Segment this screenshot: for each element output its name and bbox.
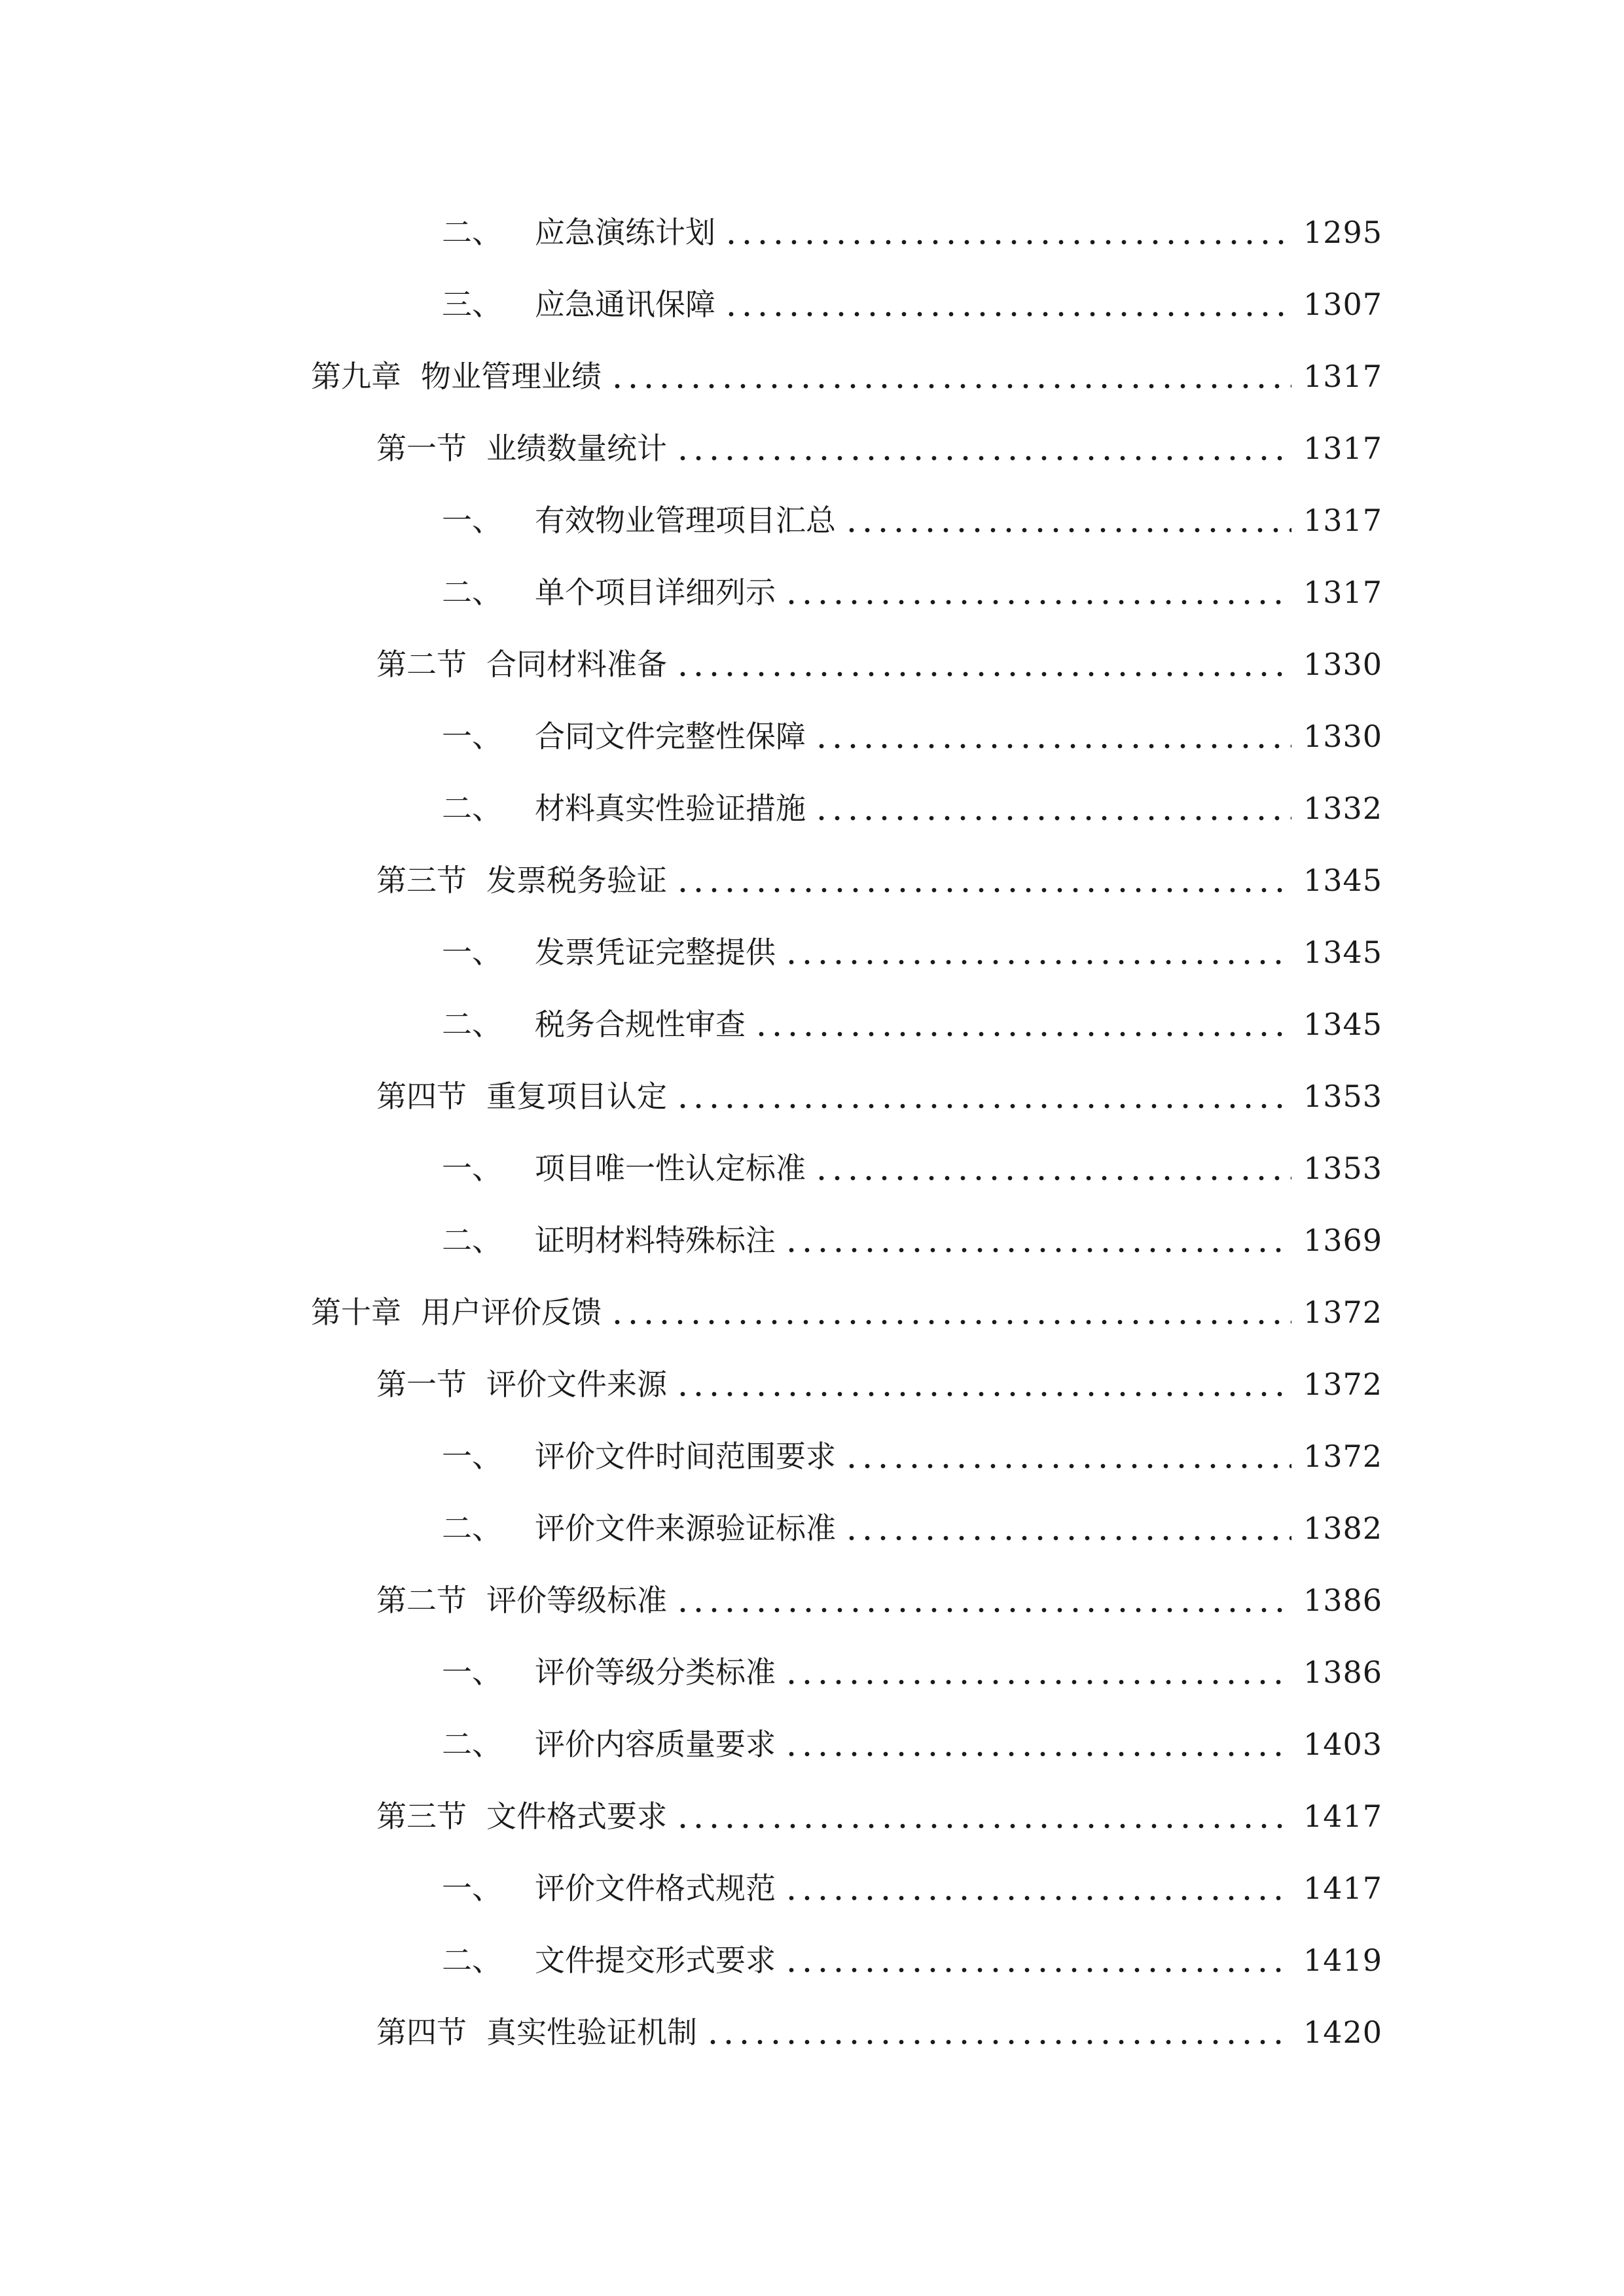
toc-entry-page-number: 1369 — [1303, 1223, 1383, 1258]
toc-entry-number: 二、 — [442, 1511, 502, 1546]
toc-entry-page-number: 1372 — [1303, 1367, 1383, 1402]
toc-entry-number: 一、 — [442, 503, 502, 538]
toc-entry-page-number: 1317 — [1303, 431, 1383, 466]
dot-leader — [844, 1441, 1291, 1471]
toc-entry-page-number: 1403 — [1303, 1727, 1383, 1762]
toc-entry-title: 评价内容质量要求 — [535, 1727, 776, 1762]
toc-entry-number: 一、 — [442, 1655, 502, 1690]
toc-entry[interactable] — [0, 268, 1624, 340]
toc-entry-title: 文件格式要求 — [486, 1799, 667, 1834]
toc-entry[interactable] — [0, 1708, 1624, 1780]
toc-entry-page-number: 1332 — [1303, 791, 1383, 826]
dot-leader — [675, 433, 1291, 463]
dot-leader — [675, 865, 1291, 895]
toc-entry-number: 第一节 — [376, 431, 467, 466]
toc-entry-number: 二、 — [442, 791, 502, 826]
dot-leader — [784, 577, 1291, 607]
toc-entry-title: 材料真实性验证措施 — [535, 791, 806, 826]
dot-leader — [784, 1873, 1291, 1903]
toc-entry[interactable] — [0, 1420, 1624, 1492]
toc-entry-page-number: 1345 — [1303, 935, 1383, 970]
toc-entry-number: 第三节 — [376, 1799, 467, 1834]
toc-entry-title: 真实性验证机制 — [486, 2015, 697, 2050]
dot-leader — [705, 2017, 1291, 2047]
toc-entry-number: 二、 — [442, 1727, 502, 1762]
toc-entry-number: 一、 — [442, 1439, 502, 1474]
toc-entry[interactable] — [0, 628, 1624, 700]
toc-entry-number: 一、 — [442, 935, 502, 970]
toc-entry-page-number: 1353 — [1303, 1079, 1383, 1114]
toc-entry[interactable] — [0, 556, 1624, 628]
toc-entry-title: 发票凭证完整提供 — [535, 935, 776, 970]
toc-entry-title: 合同文件完整性保障 — [535, 719, 806, 754]
toc-entry[interactable] — [0, 916, 1624, 988]
toc-entry-title: 证明材料特殊标注 — [535, 1223, 776, 1258]
toc-entry-number: 一、 — [442, 719, 502, 754]
toc-entry[interactable] — [0, 340, 1624, 412]
toc-entry-title: 评价文件格式规范 — [535, 1871, 776, 1906]
toc-entry-title: 评价等级标准 — [486, 1583, 667, 1618]
toc-entry[interactable] — [0, 196, 1624, 268]
toc-entry[interactable] — [0, 700, 1624, 772]
toc-entry-number: 第一节 — [376, 1367, 467, 1402]
toc-entry-page-number: 1372 — [1303, 1295, 1383, 1330]
toc-entry-title: 应急通讯保障 — [535, 287, 715, 322]
toc-entry-number: 第二节 — [376, 1583, 467, 1618]
dot-leader — [723, 289, 1291, 319]
dot-leader — [675, 1801, 1291, 1831]
toc-entry-title: 重复项目认定 — [486, 1079, 667, 1114]
toc-entry[interactable] — [0, 1060, 1624, 1132]
toc-entry-number: 一、 — [442, 1871, 502, 1906]
toc-entry-page-number: 1295 — [1303, 215, 1383, 250]
toc-entry-page-number: 1417 — [1303, 1799, 1383, 1834]
toc-entry[interactable] — [0, 844, 1624, 916]
dot-leader — [675, 649, 1291, 679]
toc-entry-page-number: 1386 — [1303, 1583, 1383, 1618]
toc-entry-number: 第九章 — [311, 359, 401, 394]
toc-entry[interactable] — [0, 1132, 1624, 1204]
toc-entry-number: 二、 — [442, 575, 502, 610]
dot-leader — [609, 361, 1291, 391]
toc-entry-number: 二、 — [442, 215, 502, 250]
dot-leader — [675, 1585, 1291, 1615]
dot-leader — [814, 793, 1291, 823]
toc-entry-page-number: 1330 — [1303, 647, 1383, 682]
toc-entry-page-number: 1419 — [1303, 1943, 1383, 1978]
toc-entry-number: 一、 — [442, 1151, 502, 1186]
toc-entry-page-number: 1317 — [1303, 575, 1383, 610]
toc-entry[interactable] — [0, 484, 1624, 556]
toc-entry-number: 第四节 — [376, 1079, 467, 1114]
toc-entry-title: 评价文件来源验证标准 — [535, 1511, 836, 1546]
dot-leader — [844, 1513, 1291, 1543]
toc-entry-page-number: 1307 — [1303, 287, 1383, 322]
toc-entry[interactable] — [0, 1276, 1624, 1348]
dot-leader — [723, 217, 1291, 247]
toc-entry[interactable] — [0, 988, 1624, 1060]
dot-leader — [753, 1009, 1291, 1039]
toc-entry-number: 三、 — [442, 287, 502, 322]
toc-entry-title: 发票税务验证 — [486, 863, 667, 898]
toc-entry-number: 二、 — [442, 1223, 502, 1258]
toc-entry-number: 第二节 — [376, 647, 467, 682]
toc-entry-title: 有效物业管理项目汇总 — [535, 503, 836, 538]
toc-entry-title: 用户评价反馈 — [421, 1295, 602, 1330]
toc-entry-page-number: 1372 — [1303, 1439, 1383, 1474]
toc-entry[interactable] — [0, 1852, 1624, 1924]
dot-leader — [675, 1369, 1291, 1399]
toc-entry-number: 第十章 — [311, 1295, 401, 1330]
table-of-contents — [0, 196, 1624, 2068]
toc-entry-title: 税务合规性审查 — [535, 1007, 746, 1042]
dot-leader — [784, 1225, 1291, 1255]
toc-entry-title: 单个项目详细列示 — [535, 575, 776, 610]
toc-entry-page-number: 1386 — [1303, 1655, 1383, 1690]
toc-entry-title: 项目唯一性认定标准 — [535, 1151, 806, 1186]
toc-entry[interactable] — [0, 1996, 1624, 2068]
toc-entry-page-number: 1345 — [1303, 1007, 1383, 1042]
dot-leader — [609, 1297, 1291, 1327]
toc-entry-title: 合同材料准备 — [486, 647, 667, 682]
toc-entry-page-number: 1382 — [1303, 1511, 1383, 1546]
dot-leader — [784, 937, 1291, 967]
toc-entry-number: 第三节 — [376, 863, 467, 898]
toc-entry[interactable] — [0, 1564, 1624, 1636]
toc-entry[interactable] — [0, 1780, 1624, 1852]
dot-leader — [784, 1945, 1291, 1975]
toc-entry-title: 评价等级分类标准 — [535, 1655, 776, 1690]
toc-entry-page-number: 1353 — [1303, 1151, 1383, 1186]
dot-leader — [844, 505, 1291, 535]
toc-entry-number: 二、 — [442, 1007, 502, 1042]
toc-entry-title: 物业管理业绩 — [421, 359, 602, 394]
toc-entry-number: 二、 — [442, 1943, 502, 1978]
toc-entry-page-number: 1420 — [1303, 2015, 1383, 2050]
toc-entry-page-number: 1345 — [1303, 863, 1383, 898]
toc-entry[interactable] — [0, 1636, 1624, 1708]
dot-leader — [784, 1729, 1291, 1759]
toc-entry-title: 评价文件来源 — [486, 1367, 667, 1402]
dot-leader — [784, 1657, 1291, 1687]
dot-leader — [675, 1081, 1291, 1111]
toc-entry[interactable] — [0, 412, 1624, 484]
toc-entry-title: 文件提交形式要求 — [535, 1943, 776, 1978]
dot-leader — [814, 1153, 1291, 1183]
toc-entry[interactable] — [0, 1348, 1624, 1420]
toc-entry-title: 评价文件时间范围要求 — [535, 1439, 836, 1474]
toc-entry-page-number: 1317 — [1303, 503, 1383, 538]
dot-leader — [814, 721, 1291, 751]
toc-entry-page-number: 1417 — [1303, 1871, 1383, 1906]
toc-entry[interactable] — [0, 772, 1624, 844]
toc-entry[interactable] — [0, 1492, 1624, 1564]
toc-entry-number: 第四节 — [376, 2015, 467, 2050]
toc-entry-title: 应急演练计划 — [535, 215, 715, 250]
toc-entry-page-number: 1317 — [1303, 359, 1383, 394]
toc-entry[interactable] — [0, 1204, 1624, 1276]
toc-entry[interactable] — [0, 1924, 1624, 1996]
toc-entry-title: 业绩数量统计 — [486, 431, 667, 466]
toc-entry-page-number: 1330 — [1303, 719, 1383, 754]
